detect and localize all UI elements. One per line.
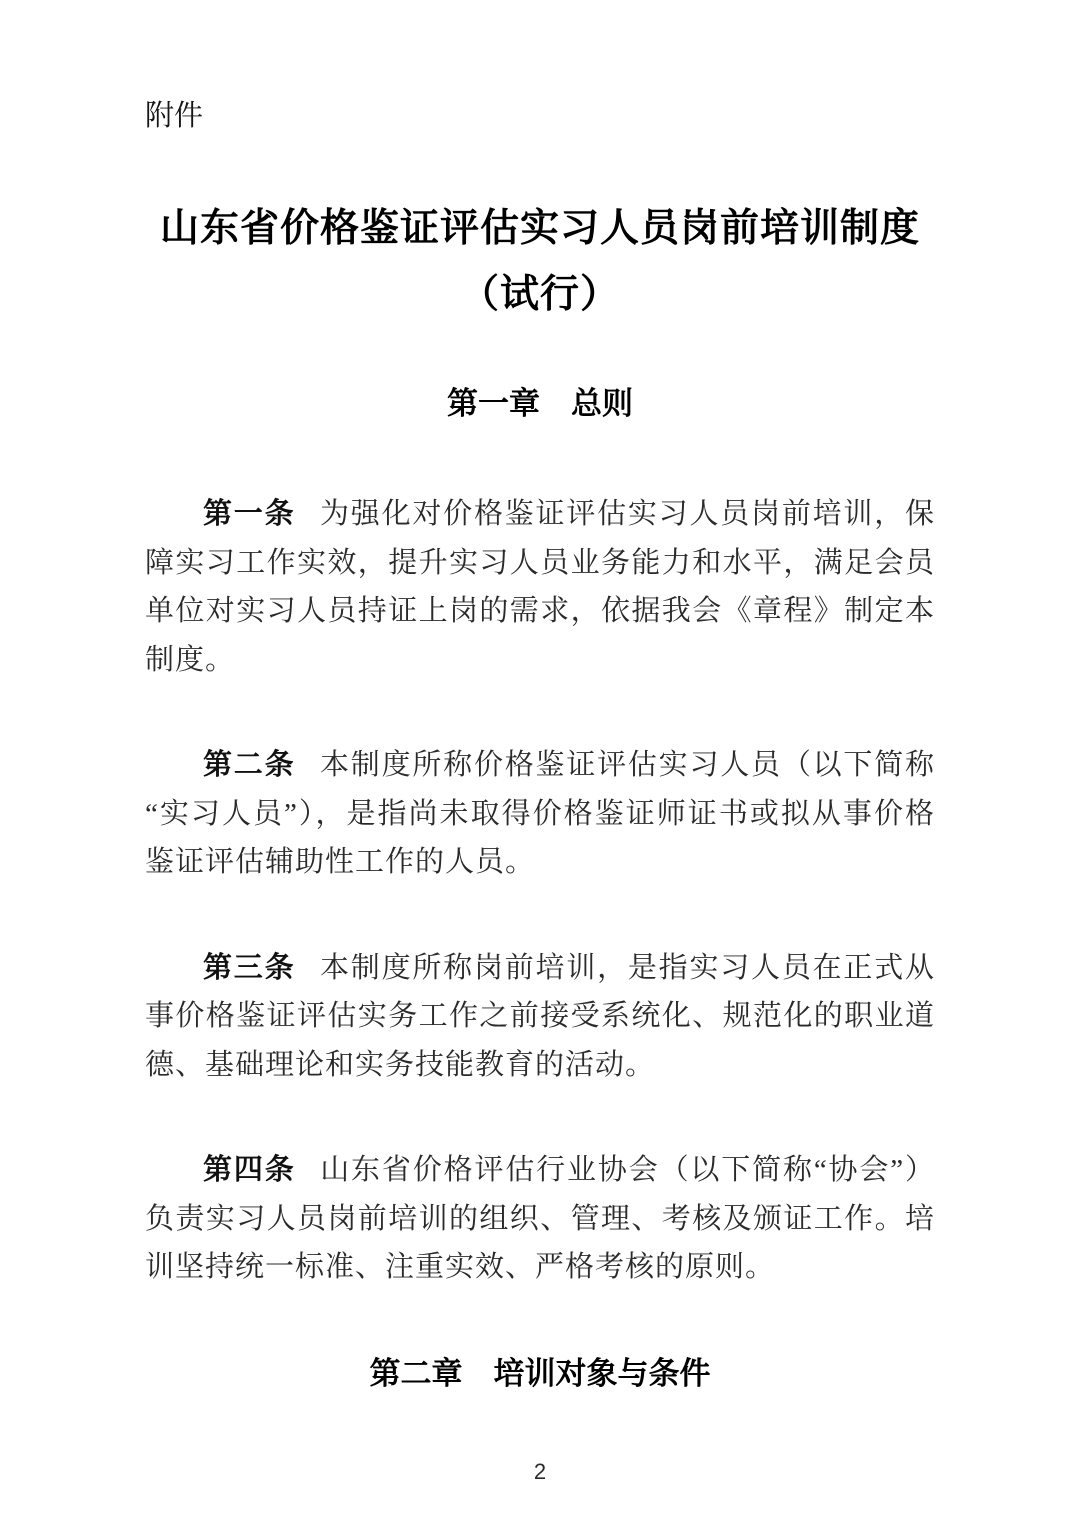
page-number: 2: [533, 1459, 547, 1484]
article-2: [145, 741, 935, 887]
document-title-line1: 山东省价格鉴证评估实习人员岗前培训制度: [159, 207, 920, 250]
article-1-text: 为强化对价格鉴证评估实习人员岗前培训，保障实习工作实效，提升实习人员业务能力和水平，满足会员单位对实习人员持证上岗的需求，依据我会《章程》制定本制度。: [145, 498, 935, 676]
article-list: [145, 490, 935, 1292]
chapter-heading-2: 第二章 培训对象与条件: [369, 1355, 711, 1391]
article-3-label: 第三条: [203, 951, 296, 984]
attachment-label: 附件: [145, 100, 204, 132]
article-1: [145, 490, 935, 684]
article-3-text: 本制度所称岗前培训，是指实习人员在正式从事价格鉴证评估实务工作之前接受系统化、规范化的职业道德、基础理论和实务技能教育的活动。: [145, 951, 935, 1081]
article-4: [145, 1146, 935, 1292]
document-title: [145, 196, 935, 328]
article-2-label: 第二条: [203, 749, 296, 781]
document-title-line2: （试行）: [459, 273, 620, 316]
article-4-label: 第四条: [203, 1154, 296, 1186]
article-4-text: 山东省价格评估行业协会（以下简称“协会”）负责实习人员岗前培训的组织、管理、考核及颁证工作。培训坚持统一标准、注重实效、严格考核的原则。: [145, 1154, 935, 1283]
article-1-label: 第一条: [203, 498, 296, 530]
article-3: [145, 944, 935, 1090]
chapter-heading-1: 第一章 总则: [447, 386, 633, 421]
article-2-text: 本制度所称价格鉴证评估实习人员（以下简称“实习人员”），是指尚未取得价格鉴证师证书或拟从事价格鉴证评估辅助性工作的人员。: [145, 749, 935, 878]
